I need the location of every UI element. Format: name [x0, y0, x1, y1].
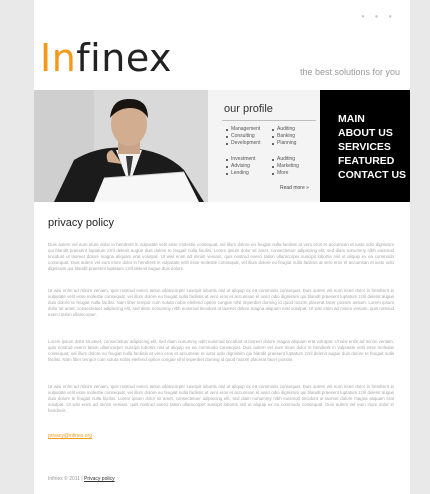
body-paragraph: Duis autem vel eum iriure dolor in hendrerit in vulputate velit esse molestie consequat, vel illum dolore eu feugiat nulla facilisis at vero eros et accumsan et iusto odio dignissim qui blandit praesent luptatum zzril delenit augue duis dolore te feugait nulla facilisi. Lorem ipsum dolor sit amet, consectetuer adipiscing elit, sed diam nonummy nibh euismod tincidunt ut laoreet dolore magna aliquam erat volutpat. Ut wisi enim ad minim veniam, quis nostrud exerci tation ullamcorper suscipit lobortis nisl ut aliquip ex ea commodo consequat. Duis autem vel eum iriure dolor in hendrerit in vulputate velit esse molestie consequat, vel illum dolore eu feugiat nulla facilisis at vero eros et accumsan et iusto odio dignissim qui blandit praesent luptatum zzril delenit augue duis dolore. — [48, 242, 394, 271]
profile-link[interactable]: Auditing — [272, 126, 296, 133]
read-more-link[interactable]: Read more » — [280, 185, 309, 191]
body-paragraph: Ut wisi enim ad minim veniam, quis nostrud exerci tation ullamcorper suscipit lobortis nisl ut aliquip ex ea commodo consequat. Duis autem vel eum iriure dolor in hendrerit in vulputate velit esse molestie consequat, vel illum dolore eu feugiat nulla facilisis at vero eros et accumsan et iusto odio dignissim qui blandit praesent luptatum zzril delenit augue duis dolore te feugait nulla facilisi. Lorem ipsum dolor sit amet, consectetuer adipiscing elit, sed diam nonummy nibh euismod tincidunt ut laoreet dolore magna aliquam erat volutpat. Ut wisi enim ad minim veniam, quis nostrud exerci tation ullamcorper suscipit lobortis nisl ut aliquip ex ea commodo consequat. Duis autem vel eum iriure dolor in hendrerit. — [48, 384, 394, 413]
footer-privacy-link[interactable]: Privacy policy — [84, 476, 115, 482]
body-paragraph: Ut wisi enim ad minim veniam, quis nostrud exerci tation ullamcorper suscipit lobortis nisl ut aliquip ex ea commodo consequat. Duis autem vel eum iriure dolor in hendrerit in vulputate velit esse molestie consequat, vel illum dolore eu feugiat nulla facilisis at vero eros et accumsan et iusto odio dignissim qui blandit praesent luptatum zzril delenit augue duis dolore te feugait nulla facilisi. Nam liber tempor cum soluta nobis eleifend option congue nihil imperdiet doming id quod mazim placerat facer possim assum. Lorem ipsum dolor sit amet, consectetuer adipiscing elit, sed diam nonummy nibh euismod tincidunt ut laoreet dolore magna aliquam erat volutpat. Ut wisi enim ad minim veniam, quis nostrud exerci tation ullamcorper. — [48, 288, 394, 317]
businessman-photo — [34, 90, 208, 202]
profile-list-2 — [272, 126, 296, 148]
profile-title: our profile — [224, 103, 273, 115]
footer-copyright: Infinex © 2011 | — [48, 476, 83, 482]
tagline: the best solutions for you — [299, 67, 400, 77]
footer — [48, 476, 115, 482]
profile-divider — [222, 120, 316, 121]
menu-item-about-us[interactable]: ABOUT US — [338, 127, 393, 139]
profile-link[interactable]: Advising — [226, 163, 255, 170]
site-logo[interactable] — [40, 34, 172, 82]
body-paragraph: Lorem ipsum dolor sit amet, consectetuer adipiscing elit, sed diam nonummy nibh euismod tincidunt ut laoreet dolore magna aliquam erat volutpat. Ut wisi enim ad minim veniam, quis nostrud exerci tation ullamcorper suscipit lobortis nisl ut aliquip ex ea commodo consequat. Duis autem vel eum iriure dolor in hendrerit in vulputate velit esse molestie consequat, vel illum dolore eu feugiat nulla facilisis at vero eros et accumsan et iusto odio dignissim qui blandit praesent luptatum zzril delenit augue duis dolore te feugait nulla facilisi. Nam liber tempor cum soluta nobis eleifend option congue nihil imperdiet doming id quod mazim placerat facer possim. — [48, 339, 394, 362]
profile-link[interactable]: Development — [226, 140, 260, 147]
privacy-email-link[interactable]: privacy@infinex.org — [48, 433, 92, 439]
profile-link[interactable]: More — [272, 170, 299, 177]
profile-link[interactable]: Auditing — [272, 156, 299, 163]
page — [34, 0, 410, 494]
profile-link[interactable]: Lending — [226, 170, 255, 177]
menu-item-contact-us[interactable]: CONTACT US — [338, 169, 407, 181]
top-icons — [361, 14, 392, 20]
profile-link[interactable]: Consulting — [226, 133, 260, 140]
profile-link[interactable]: Investment — [226, 156, 255, 163]
profile-list-4 — [272, 156, 299, 178]
profile-link[interactable]: Marketing — [272, 163, 299, 170]
businessman-image — [34, 90, 208, 202]
mail-icon[interactable]: ● — [374, 14, 379, 20]
menu-item-services[interactable]: SERVICES — [338, 141, 391, 153]
home-icon[interactable]: ● — [361, 14, 365, 20]
logo-prefix: In — [40, 36, 77, 80]
header-banner — [34, 90, 410, 202]
profile-list-3 — [226, 156, 255, 178]
sitemap-icon[interactable]: ● — [388, 14, 392, 20]
page-title: privacy policy — [48, 217, 115, 229]
profile-link[interactable]: Planning — [272, 140, 296, 147]
main-menu — [320, 90, 410, 202]
profile-link[interactable]: Management — [226, 126, 260, 133]
menu-item-featured[interactable]: FEATURED — [338, 155, 395, 167]
menu-item-main[interactable]: MAIN — [338, 113, 365, 125]
profile-link[interactable]: Banking — [272, 133, 296, 140]
profile-list-1 — [226, 126, 260, 148]
logo-suffix: finex — [76, 36, 173, 80]
